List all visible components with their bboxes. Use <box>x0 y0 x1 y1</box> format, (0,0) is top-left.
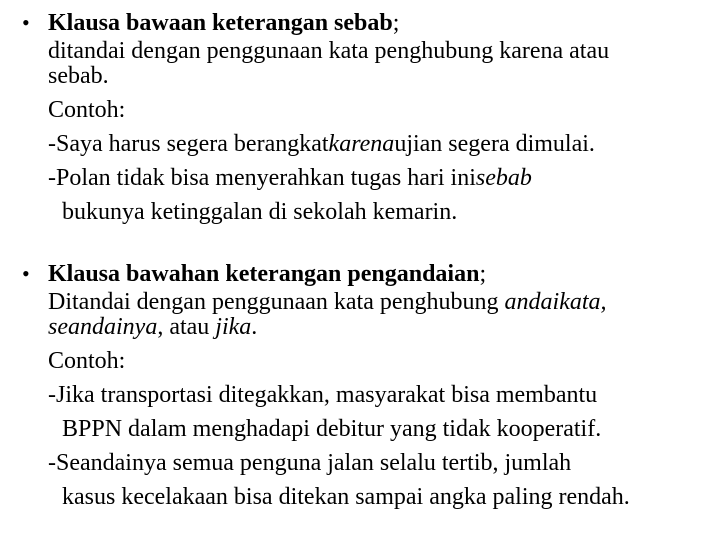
item-heading-bold: Klausa bawaan keterangan sebab <box>48 10 393 36</box>
item-heading-punct: ; <box>479 261 487 287</box>
example-line: -Seandainya semua penguna jalan selalu tertib, jumlah <box>48 450 572 476</box>
example-line-continued: BPPN dalam menghadapi debitur yang tidak kooperatif. <box>62 416 602 442</box>
example-line: -Jika transportasi ditegakkan, masyarakat bisa membantu <box>48 382 598 408</box>
bullet-marker: • <box>22 261 30 286</box>
definition-line <box>48 290 710 315</box>
definition-line <box>48 315 710 343</box>
definition-line: sebab. <box>48 63 109 89</box>
item-heading <box>48 262 486 286</box>
example-label: Contoh: <box>48 97 126 123</box>
bullet-item-sebab <box>22 11 710 228</box>
example-text: -Saya harus segera berangkat <box>48 131 329 157</box>
definition-text: Ditandai dengan penggunaan kata penghubung <box>48 289 505 315</box>
example-label: Contoh: <box>48 348 126 374</box>
example-line <box>48 126 710 160</box>
example-line-continued: bukunya ketinggalan di sekolah kemarin. <box>62 199 458 225</box>
definition-conjunction: jika <box>215 314 252 340</box>
definition-line: ditandai dengan penggunaan kata penghubung karena atau <box>48 38 610 64</box>
definition-text: . <box>251 314 258 340</box>
example-text: ujian segera dimulai. <box>394 131 595 157</box>
item-heading-bold: Klausa bawahan keterangan pengandaian <box>48 261 480 287</box>
definition-conjunction: andaikata, <box>504 289 607 315</box>
example-text: -Polan tidak bisa menyerahkan tugas hari ini <box>48 165 476 191</box>
item-heading <box>48 11 399 35</box>
example-conjunction: karena <box>328 131 395 157</box>
item-heading-punct: ; <box>392 10 400 36</box>
bullet-item-pengandaian <box>22 262 710 513</box>
bullet-marker: • <box>22 10 30 35</box>
definition-conjunction: seandainya <box>48 314 158 340</box>
example-conjunction: sebab <box>475 165 532 191</box>
example-line <box>48 160 710 194</box>
example-line-continued: kasus kecelakaan bisa ditekan sampai angka paling rendah. <box>62 484 630 510</box>
definition-text: , atau <box>157 314 216 340</box>
